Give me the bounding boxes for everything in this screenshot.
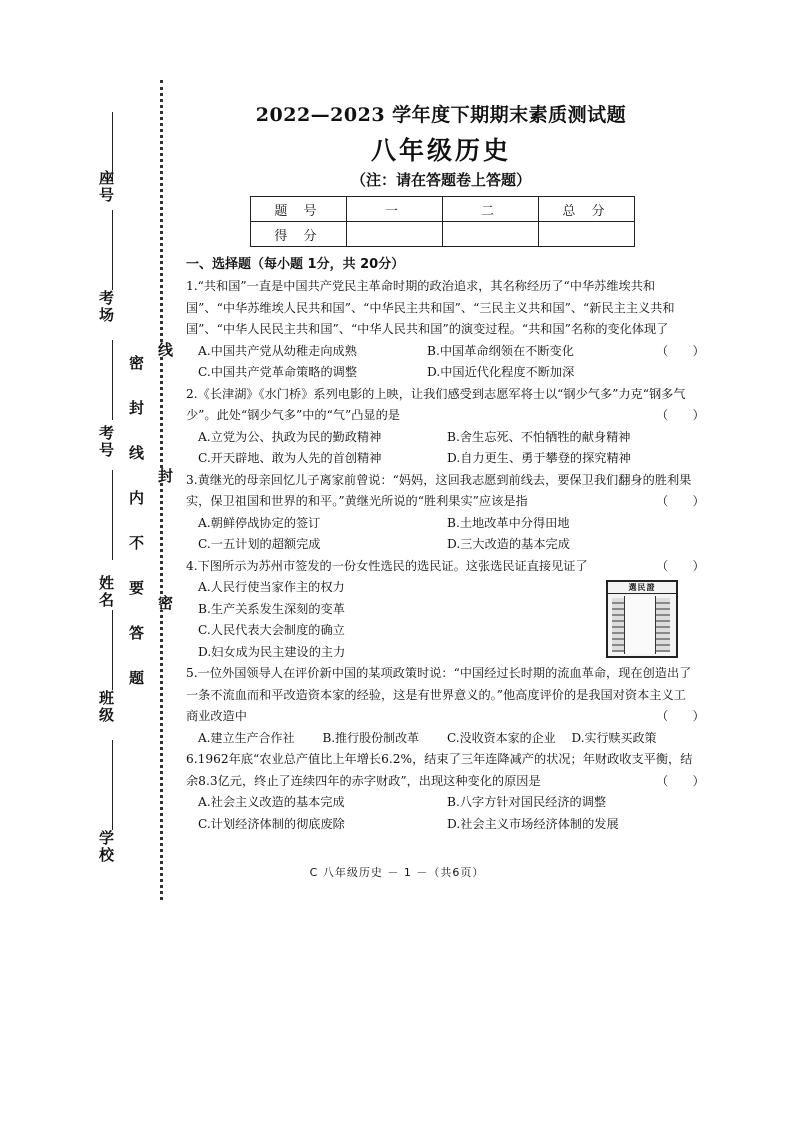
option-a: A.中国共产党从幼稚走向成熟 xyxy=(198,343,357,358)
option-b: B.中国革命纲领在不断变化 xyxy=(427,343,574,358)
option-d: D.自力更生、勇于攀登的探究精神 xyxy=(447,451,631,465)
answer-paren: （ ） xyxy=(656,773,705,788)
score-cell-blank xyxy=(347,222,443,247)
exam-no-line xyxy=(112,340,113,420)
question-stem: 5.一位外国领导人在评价新中国的某项政策时说：“中国经过长时期的流血革命，现在创造出了一条不流血而和平改造资本家的经验，这是有世界意义的。”他高度评价的是我国对资本主义工商业改造中 xyxy=(186,666,692,723)
question-5 xyxy=(186,663,705,728)
name-label: 姓名 xyxy=(97,575,115,609)
seal-warning-text: 密封线内不要答题 xyxy=(127,355,145,715)
question-4-block xyxy=(186,556,705,664)
option-d: D.实行赎买政策 xyxy=(571,730,657,745)
question-1-options xyxy=(186,341,656,384)
voter-certificate-header: 選民證 xyxy=(608,582,676,594)
exam-title: 2022—2023 学年度下期期末素质测试题 xyxy=(255,104,627,126)
class-label: 班级 xyxy=(97,690,115,724)
voter-certificate-column xyxy=(624,596,656,654)
score-table xyxy=(250,196,635,247)
option-b: B.土地改革中分得田地 xyxy=(447,515,570,530)
option-a: A.社会主义改造的基本完成 xyxy=(198,795,345,809)
question-3 xyxy=(186,470,705,513)
score-cell-blank xyxy=(539,222,635,247)
option-a: A.立党为公、执政为民的勤政精神 xyxy=(198,429,382,444)
question-2 xyxy=(186,384,705,427)
class-line xyxy=(112,610,113,690)
answer-paren: （ ） xyxy=(656,343,705,358)
option-c: C.中国共产党革命策略的调整 xyxy=(198,365,358,379)
exam-page xyxy=(186,100,705,835)
question-stem: 1.“共和国”一直是中国共产党民主革命时期的政治追求，其名称经历了“中华苏维埃共和国”、“中华苏维埃人民共和国”、“中华民主共和国”、“三民主义共和国”、“新民主主义共和国”、“中华人民民主共和国”、“中华人民共和国”的演变过程。“共和国”名称的变化体现了 xyxy=(186,279,675,336)
seal-mark-mid: 封 xyxy=(156,468,174,483)
question-6-options xyxy=(186,792,696,835)
answer-note: （注：请在答题卷上答题） xyxy=(350,171,531,189)
option-b: B.舍生忘死、不怕牺牲的献身精神 xyxy=(447,429,631,444)
binding-margin xyxy=(0,0,180,1123)
score-table-row xyxy=(251,222,635,247)
option-a: A.朝鲜停战协定的签订 xyxy=(198,515,321,530)
answer-paren: （ ） xyxy=(656,494,705,508)
room-line xyxy=(112,210,113,290)
question-6 xyxy=(186,749,705,792)
option-a: A.人民行使当家作主的权力 xyxy=(198,580,345,594)
question-5-options xyxy=(186,728,696,750)
option-c: C.人民代表大会制度的确立 xyxy=(198,623,345,637)
score-cell: 题 号 xyxy=(251,197,347,222)
question-stem: 2.《长津湖》《水门桥》系列电影的上映，让我们感受到志愿军将士以“钢少气多”力克“钢多气少”。此处“钢少气多”中的“气”凸显的是 xyxy=(186,386,686,422)
score-cell: 总 分 xyxy=(539,197,635,222)
option-b: B.推行股份制改革 xyxy=(322,730,420,745)
seat-label: 座号 xyxy=(97,170,115,204)
voter-certificate-image xyxy=(606,580,678,658)
option-b: B.生产关系发生深刻的变革 xyxy=(198,601,345,616)
question-stem: 3.黄继光的母亲回忆儿子离家前曾说：“妈妈，这回我志愿到前线去，要保卫我们翻身的胜利果实，保卫祖国和世界的和平。”黄继光所说的“胜利果实”应该是指 xyxy=(186,472,692,508)
option-c: C.没收资本家的企业 xyxy=(447,730,556,745)
score-table-row xyxy=(251,197,635,222)
option-c: C.开天辟地、敢为人先的首创精神 xyxy=(198,451,382,465)
score-cell-blank xyxy=(443,222,539,247)
name-line xyxy=(112,470,113,560)
question-stem: 4.下图所示为苏州市签发的一份女性选民的选民证。这张选民证直接见证了 xyxy=(186,558,588,573)
exam-no-label: 考号 xyxy=(97,425,115,459)
option-a: A.建立生产合作社 xyxy=(198,730,295,745)
room-label: 考场 xyxy=(97,290,115,324)
question-4 xyxy=(186,556,705,578)
seal-mark-bottom: 密 xyxy=(156,595,174,610)
answer-paren: （ ） xyxy=(656,408,705,422)
question-stem: 6.1962年底“农业总产值比上年增长6.2%，结束了三年连降减产的状况；年财政收支平衡，结余8.3亿元，终止了连续四年的赤字财政”，出现这种变化的原因是 xyxy=(186,752,693,788)
option-d: D.三大改造的基本完成 xyxy=(447,537,570,551)
score-cell: 二 xyxy=(443,197,539,222)
answer-paren: （ ） xyxy=(656,558,705,573)
option-b: B.八字方针对国民经济的调整 xyxy=(447,795,607,809)
question-2-options xyxy=(186,427,696,470)
subject-title: 八年级历史 xyxy=(370,136,511,165)
school-label: 学校 xyxy=(97,830,115,864)
option-d: D.妇女成为民主建设的主力 xyxy=(198,644,346,659)
page-footer: C 八年级历史 － 1 －（共6页） xyxy=(309,866,485,879)
option-d: D.社会主义市场经济体制的发展 xyxy=(447,816,619,831)
seal-mark-top: 线 xyxy=(156,342,174,357)
answer-paren: （ ） xyxy=(656,709,705,723)
score-cell: 一 xyxy=(347,197,443,222)
score-cell: 得 分 xyxy=(251,222,347,247)
question-3-options xyxy=(186,513,696,556)
option-c: C.计划经济体制的彻底废除 xyxy=(198,816,345,831)
seal-dotted-line xyxy=(160,80,163,900)
school-line xyxy=(112,740,113,830)
section-heading: 一、选择题（每小题 1分，共 20分） xyxy=(186,257,405,272)
option-d: D.中国近代化程度不断加深 xyxy=(427,365,575,379)
option-c: C.一五计划的超额完成 xyxy=(198,537,321,551)
